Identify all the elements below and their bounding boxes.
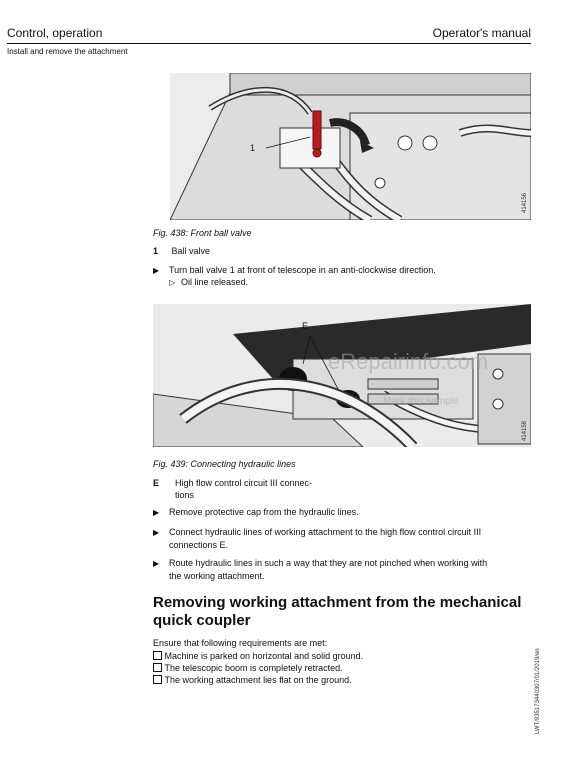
section-heading-line2: quick coupler [153, 612, 251, 629]
document-code: LWT/935173440307/01/2019/en [535, 648, 541, 734]
requirement-item: The telescopic boom is completely retracted. [153, 662, 533, 674]
figure438-callout: 1 [250, 143, 256, 153]
figure439-caption: Fig. 439: Connecting hydraulic lines [153, 459, 296, 469]
figure438-caption: Fig. 438: Front ball valve [153, 228, 252, 238]
step-arrow-icon: ▶ [153, 266, 160, 275]
watermark-text: eRepairinfo.com [328, 349, 489, 374]
requirements-list [153, 650, 533, 686]
header-rule [7, 43, 531, 44]
legend438 [153, 245, 533, 257]
result-arrow-icon: ▷ [169, 278, 176, 287]
header-subtitle: Install and remove the attachment [7, 47, 128, 56]
step439-1 [153, 506, 543, 519]
step438-1-text: Turn ball valve 1 at front of telescope in an anti-clockwise direction. [169, 265, 436, 275]
legend439 [153, 477, 533, 501]
step439-3-text-line1: Route hydraulic lines in such a way that they are not pinched when working with [169, 558, 488, 568]
header-right-title: Operator's manual [432, 26, 531, 40]
section-intro: Ensure that following requirements are met: [153, 638, 328, 648]
result438-1-text: Oil line released. [181, 277, 249, 287]
legend438-key: 1 [153, 246, 159, 256]
checkbox-icon [153, 663, 162, 672]
header-left-title: Control, operation [7, 26, 103, 40]
step-arrow-icon: ▶ [153, 559, 160, 568]
step439-3-text-line2: the working attachment. [169, 571, 265, 581]
legend439-text-line1: High flow control circuit III connec- [175, 478, 313, 488]
figure-connecting-hydraulic-lines [153, 304, 531, 447]
step439-2 [153, 526, 543, 551]
figure-front-ball-valve [170, 73, 531, 220]
step-arrow-icon: ▶ [153, 508, 160, 517]
requirement-item: The working attachment lies flat on the ground. [153, 674, 533, 686]
legend438-text: Ball valve [171, 246, 211, 256]
result438-1 [169, 276, 529, 289]
hydraulic-lines-illustration [153, 304, 531, 447]
requirement-item: Machine is parked on horizontal and solid ground. [153, 650, 533, 662]
figure439-image-code: 414158 [522, 420, 528, 441]
checkbox-icon [153, 651, 162, 660]
figure438-image-code: 414156 [522, 192, 528, 213]
step439-3 [153, 557, 543, 582]
watermark-subtext: Mark this sample [383, 396, 459, 407]
legend439-text-line2: tions [175, 490, 195, 500]
step439-2-text-line2: connections E. [169, 540, 229, 550]
checkbox-icon [153, 675, 162, 684]
section-heading-line1: Removing working attachment from the mechanical [153, 594, 522, 611]
step-arrow-icon: ▶ [153, 528, 160, 537]
front-ball-valve-illustration [170, 73, 531, 220]
figure439-callout: E [302, 321, 309, 331]
step439-2-text-line1: Connect hydraulic lines of working attachment to the high flow control circuit III [169, 527, 482, 537]
section-heading [153, 594, 533, 630]
step439-1-text: Remove protective cap from the hydraulic lines. [169, 507, 359, 517]
legend439-key: E [153, 478, 160, 488]
